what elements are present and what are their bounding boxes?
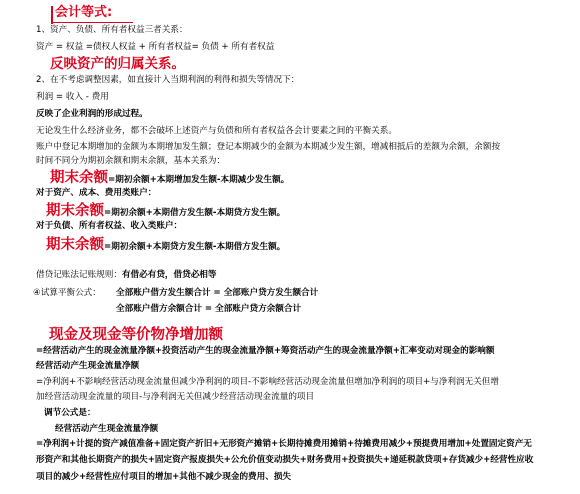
equation-1: 资产 = 权益 =债权人权益 + 所有者权益= 负债 + 所有者权益 (36, 42, 275, 52)
para-3: 无论发生什么经济业务，都不会破坏上述资产与负债和所有者权益各会计要素之间的平衡关系。 (36, 126, 397, 136)
formula-3-term: 期末余额 (46, 237, 104, 253)
red-note-1: 反映资产的归属关系。 (50, 56, 185, 72)
cash-title: 现金及现金等价物净增加额 (49, 327, 223, 343)
trial-balance-2: 全部账户借方余额合计 = 全部账户贷方余额合计 (116, 304, 302, 314)
para-2: 2、在不考虑调整因素，如直接计入当期利润的利得和损失等情况下： (36, 75, 300, 85)
adjust-subheading: 经营活动产生现金流量净额 (55, 424, 159, 434)
para-1: 1、资产、负债、所有者权益三者关系： (36, 25, 188, 35)
formula-1 (50, 168, 289, 187)
heading-liability-accounts: 对于负债、所有者权益、收入类账户： (36, 221, 183, 231)
adjust-line-2: 形资产和其他长期资产的损失+固定资产报废损失+公允价值变动损失+财务费用+投资损失+递延税款贷项+存货减少+经营性应收 (36, 455, 534, 465)
adjust-line-1: =净利润+计提的资产减值准备+固定资产折旧+无形资产摊销+长期待摊费用摊销+待摊费用减少+预提费用增加+处置固定资产无 (36, 439, 532, 449)
formula-3 (46, 235, 285, 254)
formula-2-rest: =期初余额+本期借方发生额-本期贷方发生额。 (104, 208, 286, 218)
formula-2 (46, 201, 285, 220)
cash-formula-2b: 加经营活动现金流量的项目-与净利润无关但减少经营活动现金流量的项目 (36, 392, 315, 402)
equation-2: 利润 = 收入 - 费用 (36, 92, 109, 102)
trial-balance-1: 全部账户借方发生额合计 = 全部账户贷方发生额合计 (116, 288, 319, 298)
cash-subheading: 经营活动产生现金流量净额 (36, 361, 140, 371)
trial-balance-label: ④试算平衡公式： (33, 288, 101, 298)
cash-formula-2a: =净利润+不影响经营活动现金流量但减少净利润的项目-不影响经营活动现金流量但增加净利润的项目+与净利润无关但增 (36, 377, 499, 387)
adjust-line-3: 项目的减少+经营性应付项目的增加+其他不减少现金的费用、损失 (36, 472, 292, 482)
formula-2-term: 期末余额 (46, 203, 104, 219)
formula-1-rest: =期初余额+本期增加发生额-本期减少发生额。 (108, 175, 290, 185)
bold-note-2: 反映了企业利润的形成过程。 (36, 109, 148, 119)
adjust-label: 调节公式是： (44, 408, 96, 418)
section-title: 会计等式: (55, 5, 113, 20)
cash-formula-1: =经营活动产生的现金流量净额+投资活动产生的现金流量净额+筹资活动产生的现金流量净额+汇率变动对现金的影响额 (36, 346, 495, 356)
formula-3-rest: =期初余额+本期贷方发生额-本期借方发生额。 (104, 242, 286, 252)
heading-asset-accounts: 对于资产、成本、费用类账户： (36, 188, 157, 198)
rule-label: 借贷记账法记账规则： (36, 270, 122, 280)
rule-value: 有借必有贷，借贷必相等 (121, 270, 217, 280)
title-underline (53, 22, 133, 23)
debit-credit-rule (36, 271, 217, 281)
para-4b: 时间不同分为期初余额和期末余额，基本关系为： (36, 156, 226, 166)
formula-1-term: 期末余额 (50, 170, 108, 186)
para-4a: 账户中登记本期增加的金额为本期增加发生额；登记本期减少的金额为本期减少发生额，增减相抵后的差额为余额，余额按 (36, 142, 501, 152)
